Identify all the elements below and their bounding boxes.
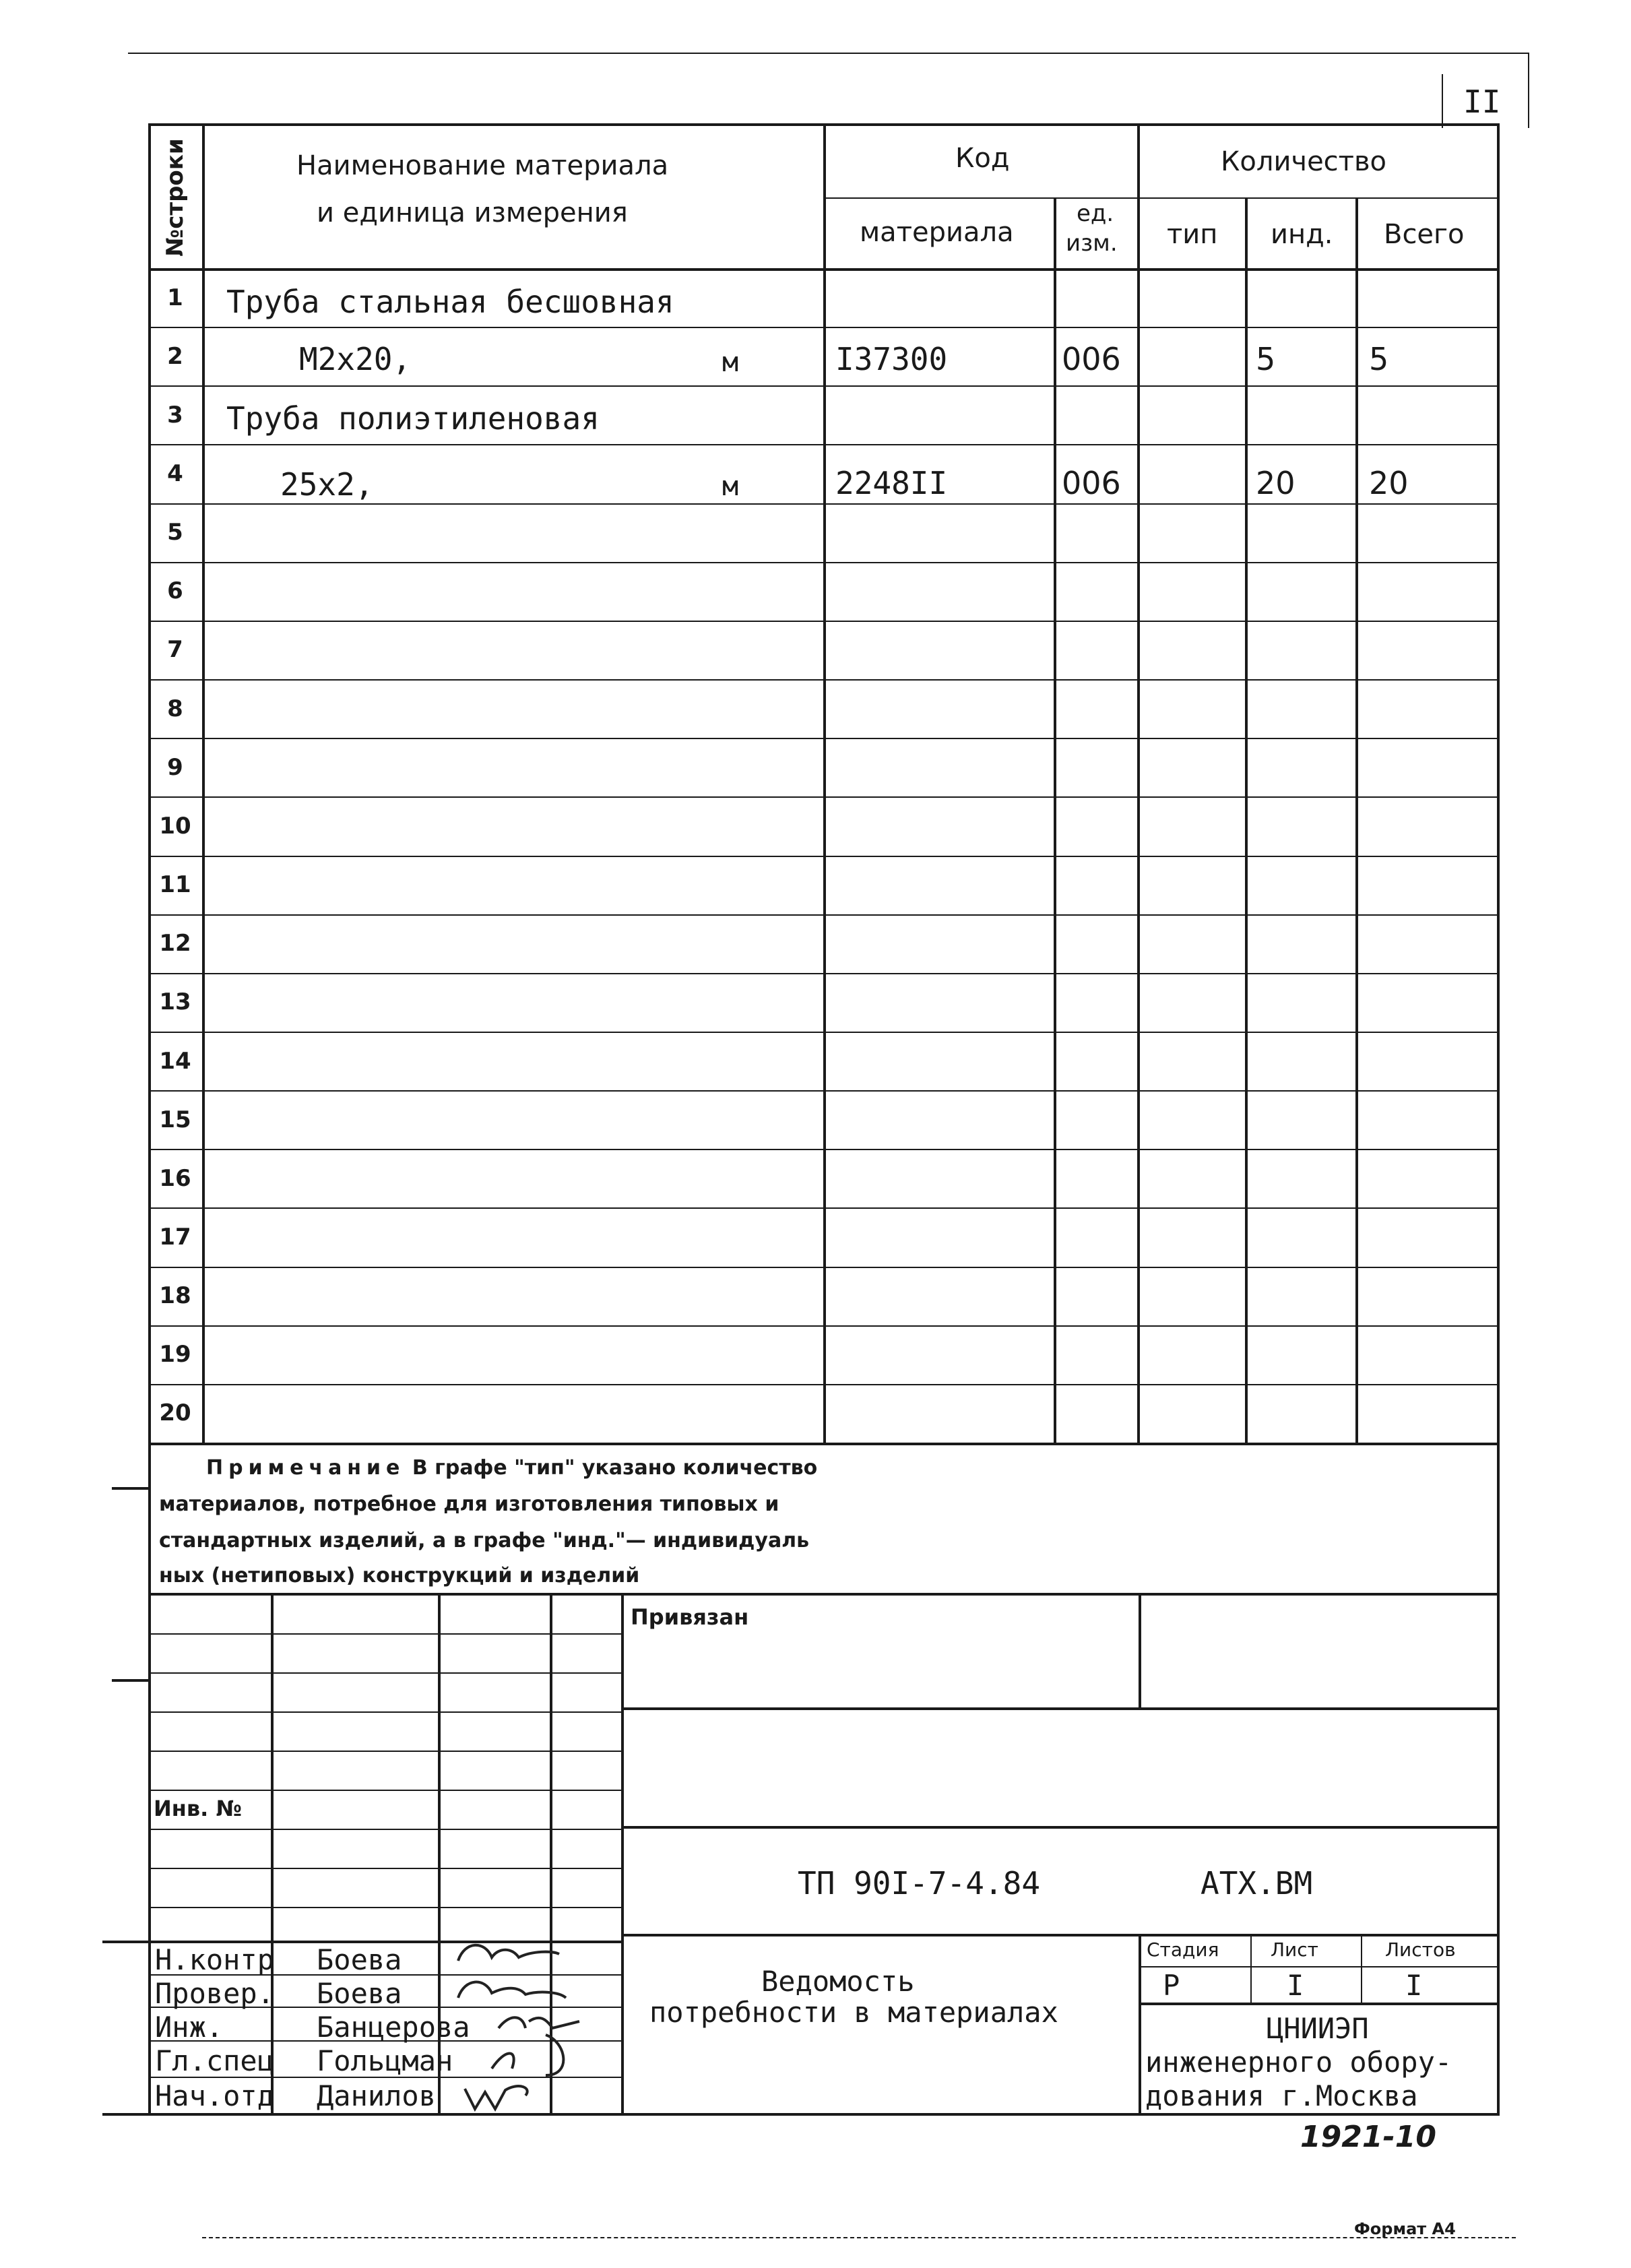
tb-left-row-4: [148, 1751, 621, 1752]
note-line-1: [206, 1458, 817, 1478]
row-number-11: 11: [159, 871, 191, 898]
row-line-2: [148, 385, 1500, 387]
document-title-line2: потребности в материалах: [649, 1996, 1058, 2029]
note-bottom-line: [148, 1593, 1500, 1596]
row-3-name: Труба полиэтиленовая: [226, 400, 600, 437]
sheets-label: Листов: [1385, 1939, 1456, 1961]
sheets-value: I: [1405, 1969, 1423, 2002]
signature-name-5: Данилов: [317, 2079, 437, 2112]
row-line-19: [148, 1384, 1500, 1385]
header-bottom-line: [148, 268, 1500, 271]
row-2-code: I37300: [835, 341, 948, 377]
note-line-1-rest: В графе "тип" указано количество: [412, 1456, 818, 1480]
row-line-16: [148, 1207, 1500, 1209]
row-line-1: [148, 327, 1500, 328]
note-line-4: ных (нетиповых) конструкций и изделий: [159, 1564, 640, 1587]
row-2-ind: 5: [1256, 341, 1276, 377]
row-2-unit: м: [722, 347, 739, 378]
tb-left-row-3: [148, 1711, 621, 1713]
stage-value: Р: [1163, 1969, 1180, 2002]
row-number-17: 17: [159, 1224, 191, 1251]
sheet-value: I: [1287, 1969, 1304, 2002]
inventory-number-label: Инв. №: [154, 1796, 242, 1821]
row-number-9: 9: [167, 754, 183, 781]
signature-name-1: Боева: [317, 1943, 402, 1976]
tb-left-row-6: [148, 1829, 621, 1830]
quantity-header: Количество: [1221, 146, 1387, 177]
row-line-7: [148, 679, 1500, 681]
qty-type-header: тип: [1167, 219, 1218, 250]
row-number-2: 2: [167, 343, 183, 370]
organization-line1: ЦНИИЭП: [1267, 2012, 1369, 2045]
tb-col-1: [271, 1593, 274, 2114]
row-line-8: [148, 738, 1500, 739]
row-line-13: [148, 1032, 1500, 1033]
top-border-line: [128, 53, 1529, 54]
row-4-ind: 20: [1256, 465, 1296, 501]
row-number-20: 20: [159, 1399, 191, 1426]
row-2-total: 5: [1369, 341, 1389, 377]
tb-attached-divider: [1139, 1593, 1141, 1707]
table-left-border: [148, 123, 151, 2114]
row-2-unit-code: 006: [1062, 341, 1121, 377]
code-unit-header-line2: изм.: [1066, 230, 1118, 257]
sheet-number-box-right: [1528, 53, 1529, 128]
table-bottom-border: [102, 2113, 1500, 2116]
col-divider-name: [823, 123, 826, 1443]
row-line-11: [148, 914, 1500, 916]
signature-scribble-3: [499, 2017, 579, 2028]
sheet-number: II: [1463, 84, 1501, 120]
signature-role-2: Провер.: [155, 1977, 275, 2010]
stage-label: Стадия: [1147, 1939, 1219, 1961]
tb-left-row-7: [148, 1868, 621, 1869]
row-number-7: 7: [167, 636, 183, 663]
row-line-9: [148, 796, 1500, 798]
row-number-13: 13: [159, 988, 191, 1015]
col-divider-num: [202, 123, 205, 1443]
row-line-4: [148, 503, 1500, 505]
signature-role-4: Гл.спец: [155, 2044, 275, 2077]
row-line-10: [148, 856, 1500, 857]
row-4-name: 25x2,: [280, 466, 374, 503]
table-right-border: [1497, 123, 1500, 2114]
qty-total-header: Всего: [1384, 219, 1465, 250]
row-number-6: 6: [167, 577, 183, 604]
handwritten-signatures: [445, 1934, 620, 2116]
signature-scribble-2: [458, 1982, 566, 1998]
tb-stage-divider: [1139, 1934, 1141, 2114]
row-4-total: 20: [1369, 465, 1409, 501]
tb-stage-col-1: [1250, 1934, 1252, 2003]
row-line-17: [148, 1267, 1500, 1268]
tb-col-4: [621, 1593, 624, 2114]
col-divider-unit: [1137, 123, 1140, 1443]
signature-role-3: Инж.: [155, 2011, 224, 2044]
row-2-name: M2x20,: [299, 341, 412, 377]
row-number-12: 12: [159, 930, 191, 957]
row-line-15: [148, 1149, 1500, 1150]
row-4-code: 2248II: [835, 465, 948, 501]
organization-line2: инженерного обору-: [1145, 2046, 1452, 2079]
header-split-line: [823, 197, 1500, 199]
row-number-16: 16: [159, 1165, 191, 1192]
format-label: Формат А4: [1354, 2219, 1456, 2238]
signature-name-4: Гольцман: [317, 2044, 453, 2077]
note-line-2: материалов, потребное для изготовления типовых и: [159, 1492, 779, 1516]
signature-scribble-4: [492, 2035, 563, 2075]
row-number-4: 4: [167, 460, 183, 487]
row-number-19: 19: [159, 1341, 191, 1368]
tb-left-row-2: [148, 1672, 621, 1674]
document-code: ТП 90I-7-4.84: [798, 1865, 1041, 1901]
tb-doc-code-bottom: [621, 1934, 1500, 1936]
col-divider-code: [1054, 197, 1056, 1443]
sheet-label: Лист: [1271, 1939, 1318, 1961]
row-line-20: [148, 1443, 1500, 1445]
signature-scribble-1: [458, 1945, 559, 1961]
bottom-dashed-line: [202, 2237, 1516, 2238]
tb-left-row-1: [148, 1633, 621, 1635]
signature-role-5: Нач.отд: [155, 2079, 275, 2112]
code-material-header: материала: [860, 217, 1014, 248]
left-margin-tick-2: [112, 1679, 150, 1682]
archive-number: 1921-10: [1300, 2120, 1436, 2154]
signature-scribble-5: [465, 2086, 527, 2109]
row-line-5: [148, 562, 1500, 563]
code-header: Код: [955, 143, 1010, 174]
left-margin-tick-1: [112, 1487, 150, 1490]
row-1-name: Труба стальная бесшовная: [226, 284, 674, 320]
tb-stage-col-2: [1361, 1934, 1362, 2003]
row-number-8: 8: [167, 695, 183, 722]
row-number-10: 10: [159, 813, 191, 840]
attached-label: Привязан: [631, 1604, 749, 1630]
organization-line3: дования г.Москва: [1145, 2079, 1418, 2112]
sheet-number-box-left: [1442, 74, 1443, 128]
col-divider-type: [1245, 197, 1248, 1443]
row-line-18: [148, 1325, 1500, 1327]
name-header-line1: Наименование материала: [296, 150, 669, 181]
row-number-1: 1: [167, 284, 183, 311]
code-unit-header-line1: ед.: [1077, 200, 1114, 227]
row-number-5: 5: [167, 519, 183, 546]
signature-role-1: Н.контр: [155, 1943, 275, 1976]
row-line-14: [148, 1090, 1500, 1092]
tb-attached-bottom: [621, 1707, 1500, 1710]
col-divider-ind: [1355, 197, 1358, 1443]
row-4-unit: м: [722, 471, 739, 502]
signature-name-2: Боева: [317, 1977, 402, 2010]
row-4-unit-code: 006: [1062, 465, 1121, 501]
row-number-header: №строки: [162, 138, 189, 257]
note-line-3: стандартных изделий, а в графе "инд."— индивидуаль: [159, 1529, 810, 1552]
tb-doc-code-top: [621, 1826, 1500, 1829]
row-line-12: [148, 973, 1500, 974]
tb-stage-value-line: [1139, 2003, 1500, 2005]
row-number-15: 15: [159, 1106, 191, 1133]
signature-name-3: Банцерова: [317, 2011, 470, 2044]
name-header-line2: и единица измерения: [317, 197, 628, 228]
row-line-6: [148, 621, 1500, 622]
document-title-line1: Ведомость: [761, 1965, 915, 1998]
tb-left-row-8: [148, 1907, 621, 1908]
row-number-3: 3: [167, 402, 183, 429]
qty-ind-header: инд.: [1271, 219, 1333, 250]
tb-left-row-5: [148, 1790, 621, 1791]
row-number-14: 14: [159, 1048, 191, 1075]
row-line-3: [148, 444, 1500, 445]
document-mark: АТХ.ВМ: [1201, 1865, 1313, 1901]
table-top-border: [148, 123, 1500, 126]
note-lead: Примечание: [206, 1456, 406, 1480]
row-number-18: 18: [159, 1282, 191, 1309]
tb-stage-header-line: [1139, 1966, 1500, 1967]
